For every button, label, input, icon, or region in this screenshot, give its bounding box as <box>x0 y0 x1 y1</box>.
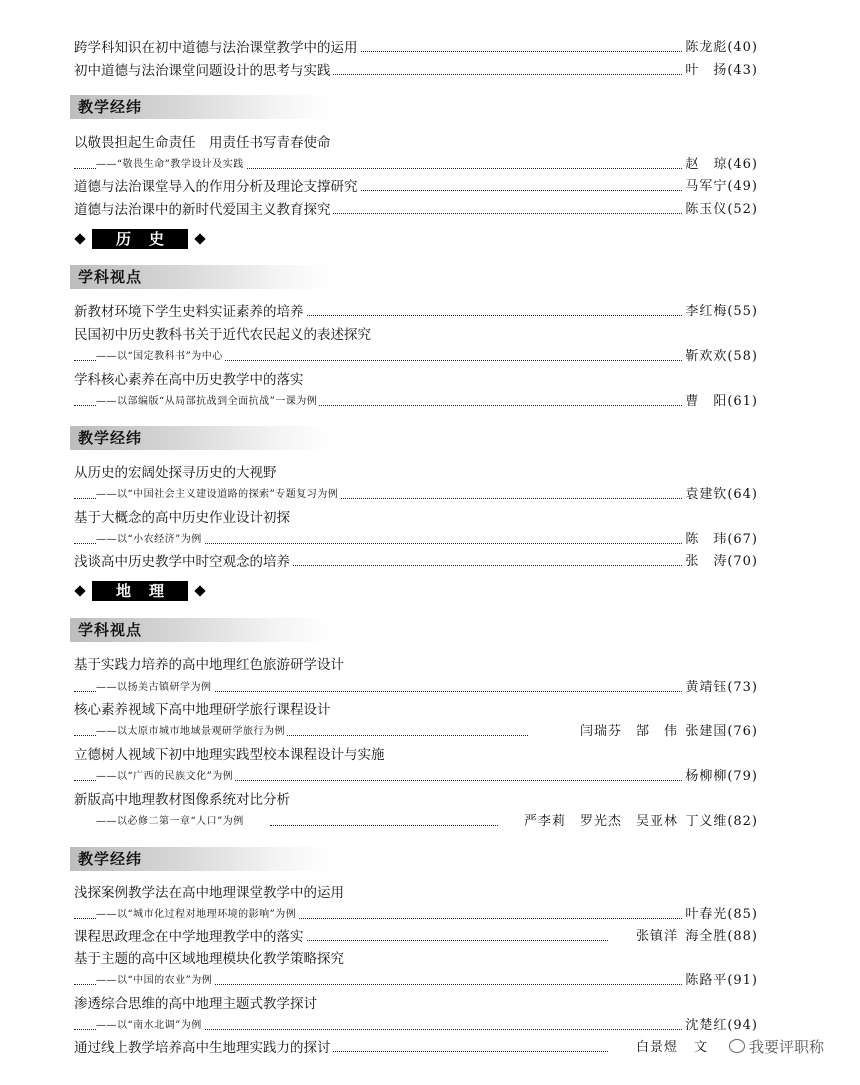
entry-author: 丁义维(82) <box>683 811 758 833</box>
section-title: 学科视点 <box>78 268 143 286</box>
entry-subtitle: ——以“国定教科书”为中心 <box>96 347 225 367</box>
dot-leader <box>270 825 498 826</box>
subject-title: 地理 <box>92 581 188 601</box>
section-header <box>70 95 330 119</box>
toc-entry[interactable] <box>70 1037 758 1059</box>
entry-author: 马军宁(49) <box>683 176 758 198</box>
entry-subtitle: ——以“广西的民族文化”为例 <box>96 767 235 787</box>
entry-subtitle: ——以“南水北调”为例 <box>96 1016 204 1036</box>
section-title: 教学经纬 <box>78 98 143 116</box>
entry-author: 袁建钦(64) <box>683 484 758 506</box>
toc-entry[interactable] <box>70 176 758 198</box>
diamond-icon <box>194 233 205 244</box>
section-header <box>70 618 330 642</box>
section-title: 教学经纬 <box>78 429 143 447</box>
entry-title: 道德与法治课中的新时代爱国主义教育探究 <box>74 199 333 221</box>
subject-title: 历史 <box>92 229 188 249</box>
entry-subtitle: ——以部编版“从局部抗战到全面抗战”一课为例 <box>96 392 319 412</box>
entry-title: 以敬畏担起生命责任 用责任书写青春使命 <box>74 132 333 154</box>
toc-entry[interactable] <box>70 993 758 1015</box>
diamond-icon <box>74 233 85 244</box>
toc-entry-subtitle[interactable] <box>70 391 758 413</box>
entry-title: 浅探案例教学法在高中地理课堂教学中的运用 <box>74 882 346 904</box>
entry-subtitle: ——以扬美古镇研学为例 <box>96 678 214 698</box>
watermark <box>725 1036 824 1057</box>
toc-entry[interactable] <box>70 551 758 573</box>
entry-subtitle: ——以太原市城市地域景观研学旅行为例 <box>96 722 287 742</box>
toc-entry[interactable] <box>70 462 758 484</box>
entry-author: 曹 阳(61) <box>683 391 758 413</box>
entry-subtitle: ——以“中国的农业”为例 <box>96 971 214 991</box>
entry-title: 通过线上教学培养高中生地理实践力的探讨 <box>74 1037 333 1059</box>
entry-author: 张 涛(70) <box>683 551 758 573</box>
toc-entry-subtitle[interactable] <box>70 721 758 743</box>
entry-coauthors: 白景煜 <box>633 1037 678 1059</box>
entry-title: 道德与法治课堂导入的作用分析及理论支撑研究 <box>74 176 360 198</box>
entry-title: 核心素养视域下高中地理研学旅行课程设计 <box>74 699 333 721</box>
entry-title: 基于主题的高中区域地理模块化教学策略探究 <box>74 948 346 970</box>
section-title: 学科视点 <box>78 621 143 639</box>
toc-entry[interactable] <box>70 789 758 811</box>
toc-entry-subtitle[interactable] <box>70 529 758 551</box>
entry-coauthors: 张镇洋 <box>633 926 678 948</box>
entry-author: 沈楚红(94) <box>683 1015 758 1037</box>
diamond-icon <box>74 585 85 596</box>
entry-author: 靳欢欢(58) <box>683 346 758 368</box>
toc-entry[interactable] <box>70 744 758 766</box>
subject-banner-history <box>74 229 208 249</box>
entry-author: 张建国(76) <box>683 721 758 743</box>
entry-title: 民国初中历史教科书关于近代农民起义的表述探究 <box>74 324 373 346</box>
toc-entry[interactable] <box>70 654 758 676</box>
toc-entry-subtitle[interactable] <box>70 970 758 992</box>
entry-author: 海全胜(88) <box>683 926 758 948</box>
entry-author: 陈路平(91) <box>683 970 758 992</box>
entry-title: 新教材环境下学生史料实证素养的培养 <box>74 301 306 323</box>
section-title: 教学经纬 <box>78 850 143 868</box>
entry-title: 学科核心素养在高中历史教学中的落实 <box>74 369 306 391</box>
entry-subtitle: ——以“小农经济”为例 <box>96 530 204 550</box>
toc-entry[interactable] <box>70 699 758 721</box>
toc-entry[interactable] <box>70 369 758 391</box>
toc-entry-subtitle[interactable] <box>70 904 758 926</box>
entry-author: 赵 琼(46) <box>683 154 758 176</box>
section-header <box>70 426 330 450</box>
toc-entry-subtitle[interactable] <box>70 1015 758 1037</box>
entry-title: 新版高中地理教材图像系统对比分析 <box>74 789 292 811</box>
entry-subtitle: ——以必修二第一章“人口”为例 <box>96 812 246 832</box>
entry-author: 杨柳柳(79) <box>683 766 758 788</box>
entry-title: 渗透综合思维的高中地理主题式教学探讨 <box>74 993 319 1015</box>
entry-subtitle: ——“敬畏生命”教学设计及实践 <box>96 155 246 175</box>
watermark-text: 我要评职称 <box>748 1038 824 1056</box>
entry-title: 初中道德与法治课堂问题设计的思考与实践 <box>74 60 333 82</box>
section-header <box>70 847 330 871</box>
toc-entry-subtitle[interactable] <box>70 766 758 788</box>
entry-author: 叶 扬(43) <box>683 60 758 82</box>
wechat-icon <box>729 1039 745 1053</box>
toc-entry[interactable] <box>70 301 758 323</box>
entry-subtitle: ——以“城市化过程对地理环境的影响”为例 <box>96 905 298 925</box>
section-header <box>70 265 330 289</box>
toc-entry[interactable] <box>70 199 758 221</box>
entry-title: 课程思政理念在中学地理教学中的落实 <box>74 926 306 948</box>
toc-entry[interactable] <box>70 926 758 948</box>
toc-entry-subtitle[interactable] <box>70 346 758 368</box>
entry-author: 陈 玮(67) <box>683 529 758 551</box>
diamond-icon <box>194 585 205 596</box>
entry-title: 基于大概念的高中历史作业设计初探 <box>74 507 292 529</box>
toc-entry-subtitle[interactable] <box>70 677 758 699</box>
entry-coauthors: 严李莉 罗光杰 吴亚林 <box>521 811 678 833</box>
entry-author: 陈龙彪(40) <box>683 37 758 59</box>
entry-title: 基于实践力培养的高中地理红色旅游研学设计 <box>74 654 346 676</box>
toc-entry[interactable] <box>70 882 758 904</box>
toc-entry[interactable] <box>70 60 758 82</box>
toc-entry[interactable] <box>70 324 758 346</box>
subject-banner-geography <box>74 581 208 601</box>
entry-author: 李红梅(55) <box>683 301 758 323</box>
entry-title: 浅谈高中历史教学中时空观念的培养 <box>74 551 292 573</box>
toc-entry[interactable] <box>70 948 758 970</box>
entry-author: 文 <box>692 1037 708 1059</box>
toc-entry[interactable] <box>70 507 758 529</box>
toc-entry-subtitle[interactable] <box>70 154 758 176</box>
entry-title: 从历史的宏阔处探寻历史的大视野 <box>74 462 279 484</box>
toc-entry[interactable] <box>70 132 758 154</box>
toc-entry[interactable] <box>70 37 758 59</box>
entry-author: 陈玉仪(52) <box>683 199 758 221</box>
toc-entry-subtitle[interactable] <box>70 484 758 506</box>
entry-coauthors: 闫瑞芬 郜 伟 <box>577 721 678 743</box>
entry-title: 跨学科知识在初中道德与法治课堂教学中的运用 <box>74 37 360 59</box>
toc-entry-subtitle[interactable] <box>70 811 758 833</box>
entry-author: 黄靖钰(73) <box>683 677 758 699</box>
entry-title: 立德树人视域下初中地理实践型校本课程设计与实施 <box>74 744 387 766</box>
entry-author: 叶春光(85) <box>683 904 758 926</box>
entry-subtitle: ——以“中国社会主义建设道路的探索”专题复习为例 <box>96 485 340 505</box>
